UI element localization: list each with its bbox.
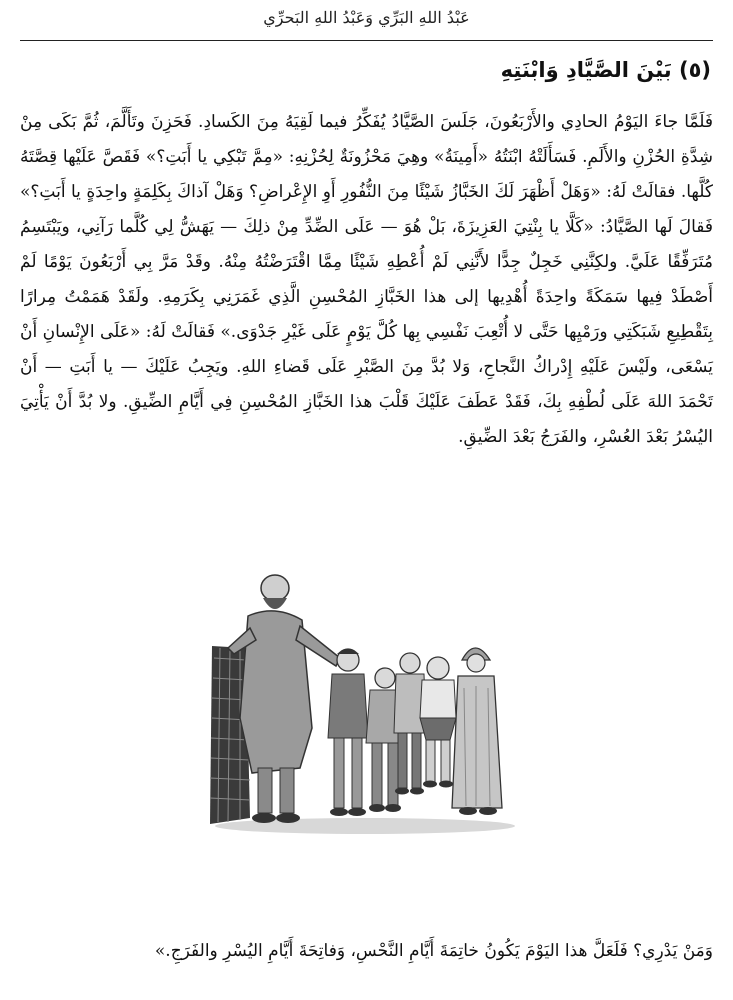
- child-figure: [328, 649, 368, 816]
- header-divider: [20, 40, 713, 41]
- fisherman-and-children-illustration: [200, 568, 530, 838]
- child-figure: [420, 657, 456, 788]
- daughter-figure: [452, 648, 502, 815]
- story-paragraph: فَلَمَّا جاءَ اليَوْمُ الحادِي والأَرْبَعُونَ، جَلَسَ الصَّيَّادُ يُفَكِّرُ فيما لَقِيَهُ مِنَ الكَسادِ. فَحَزِنَ وتَأَلَّمَ، ثُمَّ بَكَى مِنْ شِدَّةِ الحُزْنِ والأَلَمِ. فَسَأَلَتْهُ ابْنَتُهُ «أَمِينَةُ» وهِيَ مَحْزُونَةٌ لِحُزْنِهِ: «مِمَّ تَبْكِي يا أَبَتِ؟» فَقَصَّ عَلَيْها قِصَّتَهُ كُلَّها. فقالَتْ لَهُ: «وَهَلْ أَظْهَرَ لَكَ الخَبَّازُ شَيْئًا مِنَ النُّفُورِ أَوِ الإِعْراضِ؟ وَهَلْ آذاكَ بِكَلِمَةٍ واحِدَةٍ يا أَبَتِ؟» فَقالَ لَها الصَّيَّادُ: «كَلَّا يا بِنْتِيَ العَزِيزَةَ، بَلْ هُوَ — عَلَى الضِّدِّ مِنْ ذلِكَ — يَهَشُّ لِي كُلَّما رَآنِي، ويَبْتَسِمُ مُتَرَفِّقًا عَلَيَّ. ولكِنَّنِي خَجِلٌ جِدًّا لأَنَّنِي لَمْ أُعْطِهِ شَيْئًا مِمَّا اقْتَرَضْتُهُ مِنْهُ. وقَدْ مَرَّ بِي أَرْبَعُونَ يَوْمًا لَمْ أَصْطَدْ فِيها سَمَكَةً واحِدَةً أُهْدِيها إلى هذا الخَبَّازِ المُحْسِنِ الَّذِي غَمَرَنِي بِكَرَمِهِ. ولَقَدْ هَمَمْتُ مِرارًا بِتَقْطِيعِ شَبَكَتِي ورَمْيِها حَتَّى لا أُتْعِبَ نَفْسِي بِها كُلَّ يَوْمٍ عَلَى غَيْرِ جَدْوَى.» فَقالَتْ لَهُ: «عَلَى الإِنْسانِ أَنْ يَسْعَى، ولَيْسَ عَلَيْهِ إِدْراكُ النَّجاحِ، وَلا بُدَّ مِنَ الصَّبْرِ عَلَى قَضاءِ اللهِ. ويَجِبُ عَلَيْكَ — يا أَبَتِ — أَنْ تَحْمَدَ اللهَ عَلَى لُطْفِهِ بِكَ، فَقَدْ عَطَفَ عَلَيْكَ قَلْبَ هذا الخَبَّازِ المُحْسِنِ فِي أَيَّامِ الضِّيقِ. ولا بُدَّ أَنْ يَأْتِيَ اليُسْرُ بَعْدَ العُسْرِ، والفَرَجُ بَعْدَ الضِّيقِ.: [20, 112, 713, 447]
- chapter-title: (٥) بَيْنَ الصَّيَّادِ وَابْنَتِهِ: [500, 58, 711, 82]
- running-header: عَبْدُ اللهِ البَرِّي وَعَبْدُ اللهِ البَحرِّي: [263, 8, 470, 27]
- closing-sentence: وَمَنْ يَدْرِي؟ فَلَعَلَّ هذا اليَوْمَ يَكُونُ خاتِمَةَ أَيَّامِ النَّحْسِ، وَفاتِحَةَ أَيَّامِ اليُسْرِ والفَرَجِ.»: [154, 941, 713, 961]
